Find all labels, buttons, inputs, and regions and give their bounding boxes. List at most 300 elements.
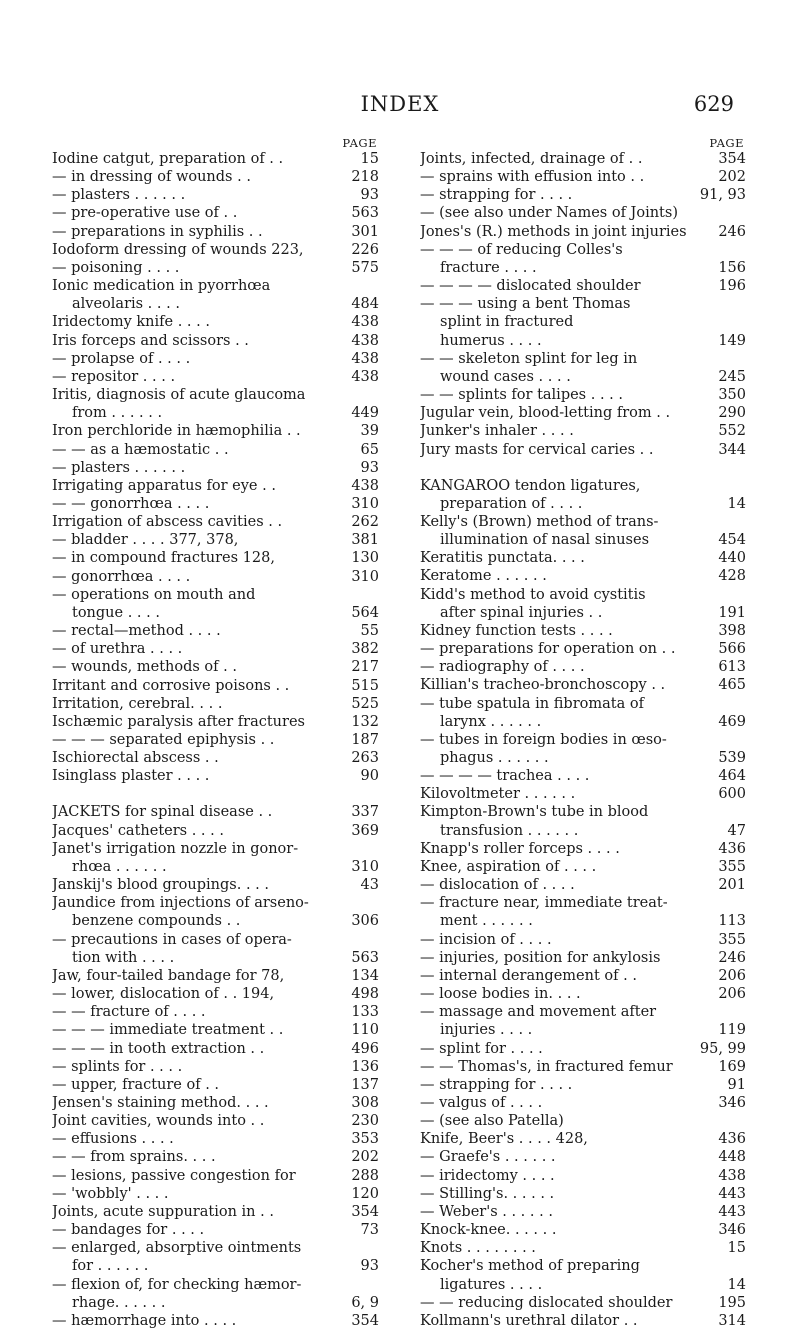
entry-text: Kimpton-Brown's tube in blood [420,804,649,821]
index-entry [52,1040,379,1058]
index-entry [52,658,379,676]
index-entry [420,1167,746,1185]
entry-text: JACKETS for spinal disease . . [52,804,273,821]
entry-text: Kidd's method to avoid cystitis [420,586,646,603]
entry-text: — injuries, position for ankylosis [420,949,661,966]
index-entry [420,404,746,422]
index-entry [420,386,746,404]
entry-page: 382 [347,640,379,658]
entry-page: 65 [357,441,379,459]
index-entry [420,803,746,821]
index-entry [420,1130,746,1148]
entry-page: 310 [347,495,379,513]
entry-text: Iodine catgut, preparation of . . [52,151,284,167]
entry-page: 15 [724,1239,746,1257]
entry-page: 436 [714,840,746,858]
index-entry [420,949,746,967]
entry-text: — loose bodies in. . . . [420,986,581,1003]
entry-text: Joints, infected, drainage of . . [420,151,643,167]
entry-page: 438 [347,477,379,495]
index-entry [52,967,379,985]
index-entry [52,1112,379,1130]
entry-text: Knife, Beer's . . . . 428, [420,1131,588,1148]
index-entry [52,513,379,531]
index-entry [420,350,746,368]
entry-text: injuries . . . . [440,1022,533,1039]
index-entry [420,259,746,277]
entry-page: 443 [714,1203,746,1221]
entry-text: — radiography of . . . . [420,659,585,676]
entry-text: Kilovoltmeter . . . . . . [420,786,576,803]
index-entry [52,350,379,368]
index-entry [420,441,746,459]
entry-text: — operations on mouth and [52,586,256,603]
entry-text: — splints for . . . . [52,1058,183,1075]
index-entry [420,858,746,876]
entry-page: 137 [347,1076,379,1094]
index-entry [420,1203,746,1221]
entry-text: Janskij's blood groupings. . . . [52,877,269,894]
entry-text: phagus . . . . . . [440,750,549,766]
index-entry [420,1239,746,1257]
entry-text: — dislocation of . . . . [420,877,575,894]
index-entry [420,1294,746,1312]
index-entry [52,386,379,404]
index-entry [52,495,379,513]
index-entry [52,677,379,695]
index-entry [420,223,746,241]
entry-page: 110 [347,1021,379,1039]
entry-page: 93 [357,186,379,204]
entry-text: KANGAROO tendon ligatures, [420,477,641,494]
index-entries [420,150,746,1330]
entry-text: Irritant and corrosive poisons . . [52,677,290,694]
entry-page: 245 [714,368,746,386]
index-entry [420,295,746,313]
entry-text: Joints, acute suppuration in . . [52,1203,274,1220]
entry-page: 226 [347,241,379,259]
entry-page: 136 [347,1058,379,1076]
entry-page: 263 [347,749,379,767]
index-column-left [52,136,379,1330]
entry-page: 465 [714,676,746,694]
entry-text: — internal derangement of . . [420,967,637,984]
index-entry [52,241,379,259]
entry-text: — — — using a bent Thomas [420,296,631,313]
index-entry [420,241,746,259]
entry-text: wound cases . . . . [440,368,571,385]
index-entry [52,1076,379,1094]
entry-text: Keratitis punctata. . . . [420,550,585,567]
index-entry [52,1312,379,1330]
index-entry [420,985,746,1003]
entry-page: 613 [714,658,746,676]
entry-page: 288 [347,1167,379,1185]
entry-text: — — — in tooth extraction . . [52,1040,265,1057]
entry-text: — tubes in foreign bodies in œso- [420,731,667,748]
index-entry [52,713,379,731]
index-entry [52,477,379,495]
entry-page: 353 [347,1130,379,1148]
entry-page: 563 [347,949,379,967]
entry-page: 448 [714,1148,746,1166]
index-entry [420,713,746,731]
entry-text: — — — immediate treatment . . [52,1022,284,1039]
entry-text: — fracture near, immediate treat- [420,895,668,912]
entry-text: Iron perchloride in hæmophilia . . [52,423,301,440]
entry-text: Knapp's roller forceps . . . . [420,840,620,857]
entry-text: Junker's inhaler . . . . [420,423,574,440]
entry-page: 498 [347,985,379,1003]
entry-text: Ischæmic paralysis after fractures [52,713,305,730]
entry-page: 350 [714,386,746,404]
entry-text: Ischiorectal abscess . . [52,750,219,767]
entry-text: splint in fractured [440,314,574,331]
index-entry [52,531,379,549]
index-entry [420,1148,746,1166]
index-entry [52,822,379,840]
index-entry [52,695,379,713]
index-entry [420,1257,746,1275]
entry-page: 398 [714,622,746,640]
entry-text: Jaundice from injections of arseno- [52,895,309,912]
page-header [0,92,800,122]
index-entry [420,695,746,713]
entry-text: Knee, aspiration of . . . . [420,858,597,875]
index-entry [420,749,746,767]
index-entry [52,876,379,894]
index-entry [52,368,379,386]
entry-page: 438 [714,1167,746,1185]
entry-page: 301 [347,223,379,241]
entry-page: 191 [714,604,746,622]
entry-page: 169 [714,1058,746,1076]
index-entry [52,150,379,168]
entry-page: 262 [347,513,379,531]
index-entry [52,894,379,912]
index-entry [420,1003,746,1021]
index-entry [52,949,379,967]
entry-text: Killian's tracheo-bronchoscopy . . [420,677,666,694]
entry-page: 438 [347,313,379,331]
entry-text: Irritation, cerebral. . . . [52,695,223,712]
entry-text: — bandages for . . . . [52,1222,205,1239]
entry-page: 120 [347,1185,379,1203]
entry-text: for . . . . . . [72,1258,149,1275]
entry-text: benzene compounds . . [72,913,241,930]
entry-page: 469 [714,713,746,731]
entry-text: — bladder . . . . 377, 378, [52,532,239,549]
entry-text: — Weber's . . . . . . [420,1203,553,1220]
entry-text: — iridectomy . . . . [420,1167,555,1184]
entry-text: Janet's irrigation nozzle in gonor- [52,840,299,857]
entry-page: 337 [347,803,379,821]
entry-text: — — gonorrhœa . . . . [52,495,210,512]
entry-page: 438 [347,368,379,386]
index-entry [52,1294,379,1312]
index-entry [420,150,746,168]
entry-text: — repositor . . . . [52,368,176,385]
entry-page: 355 [714,931,746,949]
index-entry [420,931,746,949]
entry-text: — effusions . . . . [52,1131,174,1148]
entry-page: 496 [347,1040,379,1058]
entry-page: 217 [347,658,379,676]
entry-page: 206 [714,985,746,1003]
entry-text: — — — — dislocated shoulder [420,278,641,295]
entry-text: — upper, fracture of . . [52,1076,220,1093]
entry-text: — — reducing dislocated shoulder [420,1294,673,1311]
entry-page: 443 [714,1185,746,1203]
entry-page: 308 [347,1094,379,1112]
entry-text: — — — separated epiphysis . . [52,732,275,748]
entry-text: — lesions, passive congestion for [52,1167,296,1184]
index-entry [52,568,379,586]
entry-text: — precautions in cases of opera- [52,931,292,948]
entry-text: — Graefe's . . . . . . [420,1149,556,1166]
index-entry [420,477,746,495]
entry-page: 454 [714,531,746,549]
index-entry [52,803,379,821]
entry-text: Iridectomy knife . . . . [52,314,210,331]
index-entry [420,876,746,894]
entry-page: 15 [357,150,379,168]
entry-text: — wounds, methods of . . [52,659,237,676]
index-entry [52,1203,379,1221]
entry-page: 246 [714,223,746,241]
entry-page: 563 [347,204,379,222]
entry-text: — prolapse of . . . . [52,350,191,367]
index-entry [52,1167,379,1185]
entry-text: Jury masts for cervical caries . . [420,441,654,458]
entry-text: — poisoning . . . . [52,259,180,276]
index-entry [420,785,746,803]
index-entry [420,822,746,840]
entry-page: 132 [347,713,379,731]
index-entry [52,985,379,1003]
index-entry [420,912,746,930]
entry-text: — — as a hæmostatic . . [52,441,229,458]
entry-text: — strapping for . . . . [420,187,573,204]
entry-text: — — Thomas's, in fractured femur [420,1058,673,1075]
entry-page: 525 [347,695,379,713]
index-entry [52,223,379,241]
index-entry [52,459,379,477]
index-entry [52,295,379,313]
entry-page: 381 [347,531,379,549]
entry-text: from . . . . . . [72,405,163,422]
index-entry [52,1094,379,1112]
entry-page: 438 [347,332,379,350]
entry-page: 14 [724,495,746,513]
index-entry [52,422,379,440]
entry-text: — gonorrhœa . . . . [52,568,191,585]
entry-page: 73 [357,1221,379,1239]
index-entry [52,1239,379,1257]
entry-page: 369 [347,822,379,840]
entry-page: 564 [347,604,379,622]
entry-text: — tube spatula in fibromata of [420,695,644,712]
index-entry [52,767,379,785]
entry-page: 47 [724,822,746,840]
entry-text: — rectal—method . . . . [52,623,221,640]
entry-text: humerus . . . . [440,332,542,349]
entry-page: 91, 93 [696,186,746,204]
index-entry [52,204,379,222]
index-entry [420,840,746,858]
index-entry [52,931,379,949]
entry-text: — — — — trachea . . . . [420,768,590,785]
index-entry [420,967,746,985]
index-entry [420,731,746,749]
index-entry [52,168,379,186]
index-entry [52,1130,379,1148]
entry-page: 575 [347,259,379,277]
section-gap [52,785,379,803]
entry-text: — massage and movement after [420,1004,657,1021]
entry-page: 206 [714,967,746,985]
entry-text: — lower, dislocation of . . 194, [52,986,275,1003]
index-entry [420,495,746,513]
entry-text: preparation of . . . . [440,495,583,512]
entry-text: tongue . . . . [72,604,160,621]
entry-page: 600 [714,785,746,803]
index-entry [52,1276,379,1294]
index-entry [52,332,379,350]
index-entry [52,858,379,876]
index-entry [420,1112,746,1130]
entry-page: 91 [724,1076,746,1094]
entry-text: Isinglass plaster . . . . [52,768,210,785]
entry-text: — preparations in syphilis . . [52,223,263,240]
index-entry [52,604,379,622]
entry-page: 187 [347,731,379,749]
index-entry [420,277,746,295]
entry-text: — sprains with effusion into . . [420,169,645,186]
entry-page: 354 [714,150,746,168]
entry-page: 515 [347,677,379,695]
index-entry [52,912,379,930]
entry-page: 113 [714,912,746,930]
entry-page: 130 [347,549,379,567]
index-entry [420,894,746,912]
entry-text: — preparations for operation on . . [420,641,676,658]
entry-text: — hæmorrhage into . . . . [52,1312,237,1329]
entry-text: — (see also Patella) [420,1113,564,1130]
entry-page: 449 [347,404,379,422]
entry-page: 156 [714,259,746,277]
index-entry [52,731,379,749]
entry-text: — — fracture of . . . . [52,1004,206,1021]
index-entry [420,1312,746,1330]
entry-text: larynx . . . . . . [440,713,542,730]
index-entry [420,767,746,785]
index-entry [52,1221,379,1239]
entry-text: — strapping for . . . . [420,1076,573,1093]
entry-page: 290 [714,404,746,422]
index-entry [420,368,746,386]
index-entry [52,441,379,459]
index-entry [52,622,379,640]
index-entry [420,676,746,694]
index-column-right [420,136,746,1330]
entry-text: — (see also under Names of Joints) [420,205,678,222]
entry-text: Jensen's staining method. . . . [52,1094,269,1111]
index-entry [52,1148,379,1166]
entry-page: 354 [347,1312,379,1330]
entry-page: 195 [714,1294,746,1312]
index-entry [420,658,746,676]
entry-page: 314 [714,1312,746,1330]
index-entry [420,604,746,622]
entry-page: 438 [347,350,379,368]
index-entry [420,313,746,331]
entry-page: 246 [714,949,746,967]
index-entry [420,531,746,549]
entry-page: 346 [714,1221,746,1239]
entry-page: 196 [714,277,746,295]
entry-text: Kidney function tests . . . . [420,622,613,639]
entry-text: — valgus of . . . . [420,1094,543,1111]
entry-page: 464 [714,767,746,785]
index-entry [52,259,379,277]
index-entry [420,1058,746,1076]
index-entry [420,1076,746,1094]
entry-page: 218 [347,168,379,186]
entry-text: Iodoform dressing of wounds 223, [52,241,304,258]
entry-page: 119 [714,1021,746,1039]
entry-page: 149 [714,332,746,350]
entry-page: 93 [357,1257,379,1275]
entry-page: 134 [347,967,379,985]
index-entry [420,332,746,350]
entry-page: 95, 99 [696,1040,746,1058]
entry-text: Jacques' catheters . . . . [52,822,224,839]
entry-text: — — — of reducing Colles's [420,241,623,258]
index-entry [52,549,379,567]
entry-text: transfusion . . . . . . [440,822,579,839]
page-title: INDEX [360,92,440,116]
section-gap [420,459,746,477]
entry-text: tion with . . . . [72,949,175,966]
page-number: 629 [693,92,734,116]
entry-page: 428 [714,567,746,585]
entry-page: 133 [347,1003,379,1021]
entry-page: 310 [347,858,379,876]
entry-page: 230 [347,1112,379,1130]
index-entry [420,586,746,604]
entry-text: Knock-knee. . . . . . [420,1222,557,1239]
entry-page: 202 [714,168,746,186]
entry-text: — enlarged, absorptive ointments [52,1240,302,1257]
entry-text: — plasters . . . . . . [52,459,186,476]
entry-text: Jugular vein, blood-letting from . . [420,405,671,422]
entry-text: rhage. . . . . . [72,1294,166,1311]
entry-text: Kollmann's urethral dilator . . [420,1312,638,1329]
entry-page: 43 [357,876,379,894]
entry-text: — incision of . . . . [420,931,552,948]
entry-text: — pre-operative use of . . [52,205,238,222]
entry-text: — — splints for talipes . . . . [420,387,623,404]
page-column-label: PAGE [709,136,744,150]
entry-page: 346 [714,1094,746,1112]
entry-page: 566 [714,640,746,658]
entry-text: Jaw, four-tailed bandage for 78, [52,967,285,984]
entry-page: 484 [347,295,379,313]
index-entry [52,1185,379,1203]
entry-page: 344 [714,441,746,459]
index-entry [52,749,379,767]
